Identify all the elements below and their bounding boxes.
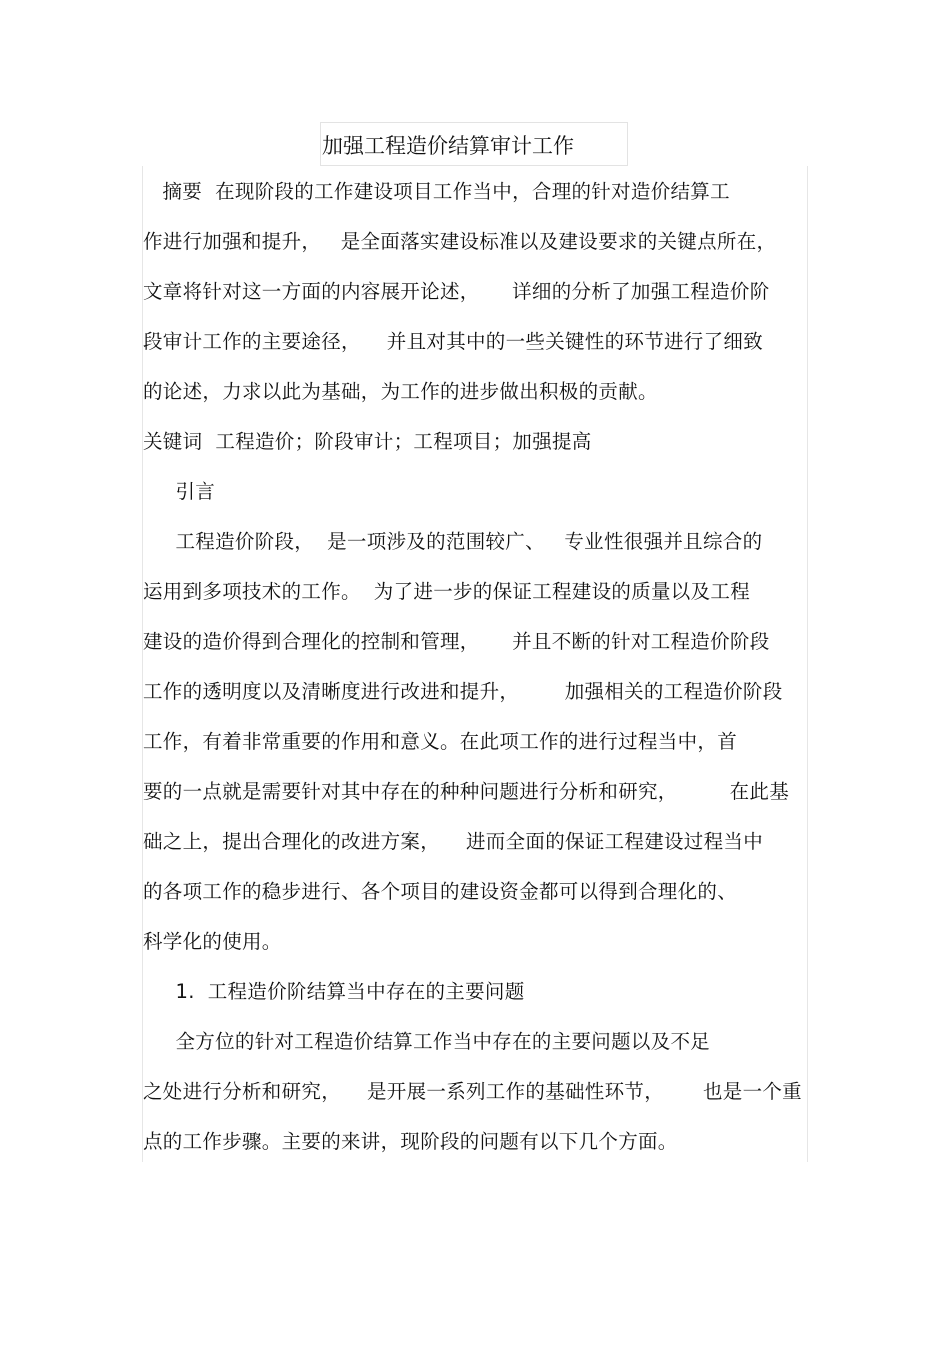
paragraph-line: 建设的造价得到合理化的控制和管理， 并且不断的针对工程造价阶段 — [143, 630, 770, 653]
paragraph-line: 的论述，力求以此为基础，为工作的进步做出积极的贡献。 — [143, 380, 658, 403]
document-title: 加强工程造价结算审计工作 — [322, 134, 574, 158]
paragraph-line: 的各项工作的稳步进行、各个项目的建设资金都可以得到合理化的、 — [143, 880, 738, 903]
keywords-line: 关键词 工程造价；阶段审计；工程项目；加强提高 — [143, 430, 592, 453]
section-heading: 1. 工程造价阶结算当中存在的主要问题 — [143, 980, 525, 1003]
paragraph-line: 之处进行分析和研究， 是开展一系列工作的基础性环节， 也是一个重 — [143, 1080, 802, 1103]
paragraph-line: 工作，有着非常重要的作用和意义。在此项工作的进行过程当中，首 — [143, 730, 738, 753]
paragraph-line: 全方位的针对工程造价结算工作当中存在的主要问题以及不足 — [143, 1030, 711, 1053]
paragraph-line: 点的工作步骤。主要的来讲，现阶段的问题有以下几个方面。 — [143, 1130, 678, 1153]
paragraph-line: 摘要 在现阶段的工作建设项目工作当中，合理的针对造价结算工 — [143, 180, 730, 203]
paragraph-line: 文章将针对这一方面的内容展开论述， 详细的分析了加强工程造价阶 — [143, 280, 770, 303]
paragraph-line: 科学化的使用。 — [143, 930, 282, 953]
paragraph-line: 工作的透明度以及清晰度进行改进和提升， 加强相关的工程造价阶段 — [143, 680, 783, 703]
paragraph-line: 段审计工作的主要途径， 并且对其中的一些关键性的环节进行了细致 — [143, 330, 763, 353]
paragraph-line: 要的一点就是需要针对其中存在的种种问题进行分析和研究， 在此基 — [143, 780, 789, 803]
paragraph-line: 工程造价阶段， 是一项涉及的范围较广、 专业性很强并且综合的 — [143, 530, 763, 553]
section-heading: 引言 — [143, 480, 216, 503]
paragraph-line: 运用到多项技术的工作。 为了进一步的保证工程建设的质量以及工程 — [143, 580, 750, 603]
body-frame — [142, 166, 808, 1162]
paragraph-line: 作进行加强和提升， 是全面落实建设标准以及建设要求的关键点所在， — [143, 230, 777, 253]
paragraph-line: 础之上，提出合理化的改进方案， 进而全面的保证工程建设过程当中 — [143, 830, 763, 853]
